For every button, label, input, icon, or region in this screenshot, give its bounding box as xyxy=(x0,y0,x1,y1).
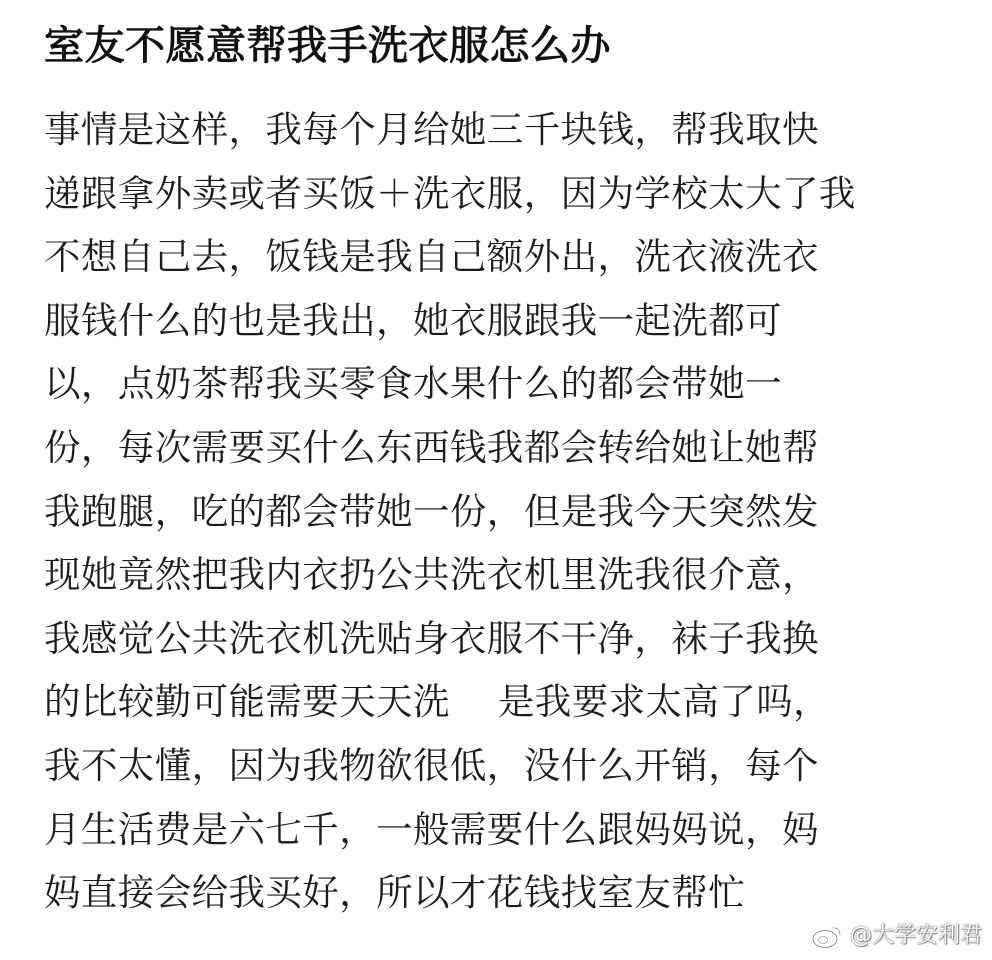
post-line: 妈直接会给我买好，所以才花钱找室友帮忙 xyxy=(44,871,746,915)
post-line: 递跟拿外卖或者买饭＋洗衣服，因为学校太大了我 xyxy=(44,171,856,215)
watermark-text: @大学安利君 xyxy=(849,923,982,948)
post-line: 月生活费是六七千，一般需要什么跟妈妈说，妈 xyxy=(44,807,819,851)
post-line: 我感觉公共洗衣机洗贴身衣服不干净，袜子我换 xyxy=(44,616,819,660)
post-body xyxy=(44,98,984,925)
post-line: 份，每次需要买什么东西钱我都会转给她让她帮 xyxy=(44,425,819,469)
weibo-icon xyxy=(810,922,844,950)
post-line: 服钱什么的也是我出，她衣服跟我一起洗都可 xyxy=(44,298,782,342)
post-line: 现她竟然把我内衣扔公共洗衣机里洗我很介意， xyxy=(44,553,819,597)
weibo-watermark xyxy=(810,922,982,950)
post-line: 不想自己去，饭钱是我自己额外出，洗衣液洗衣 xyxy=(44,235,819,279)
post-line: 的比较勤可能需要天天洗 是我要求太高了吗， xyxy=(44,680,831,724)
post-line: 事情是这样，我每个月给她三千块钱，帮我取快 xyxy=(44,108,819,151)
post-title: 室友不愿意帮我手洗衣服怎么办 xyxy=(44,23,611,69)
post-line: 我不太懂，因为我物欲很低，没什么开销，每个 xyxy=(44,743,819,787)
post-line: 我跑腿，吃的都会带她一份，但是我今天突然发 xyxy=(44,489,819,533)
post-line: 以，点奶茶帮我买零食水果什么的都会带她一 xyxy=(44,362,782,406)
